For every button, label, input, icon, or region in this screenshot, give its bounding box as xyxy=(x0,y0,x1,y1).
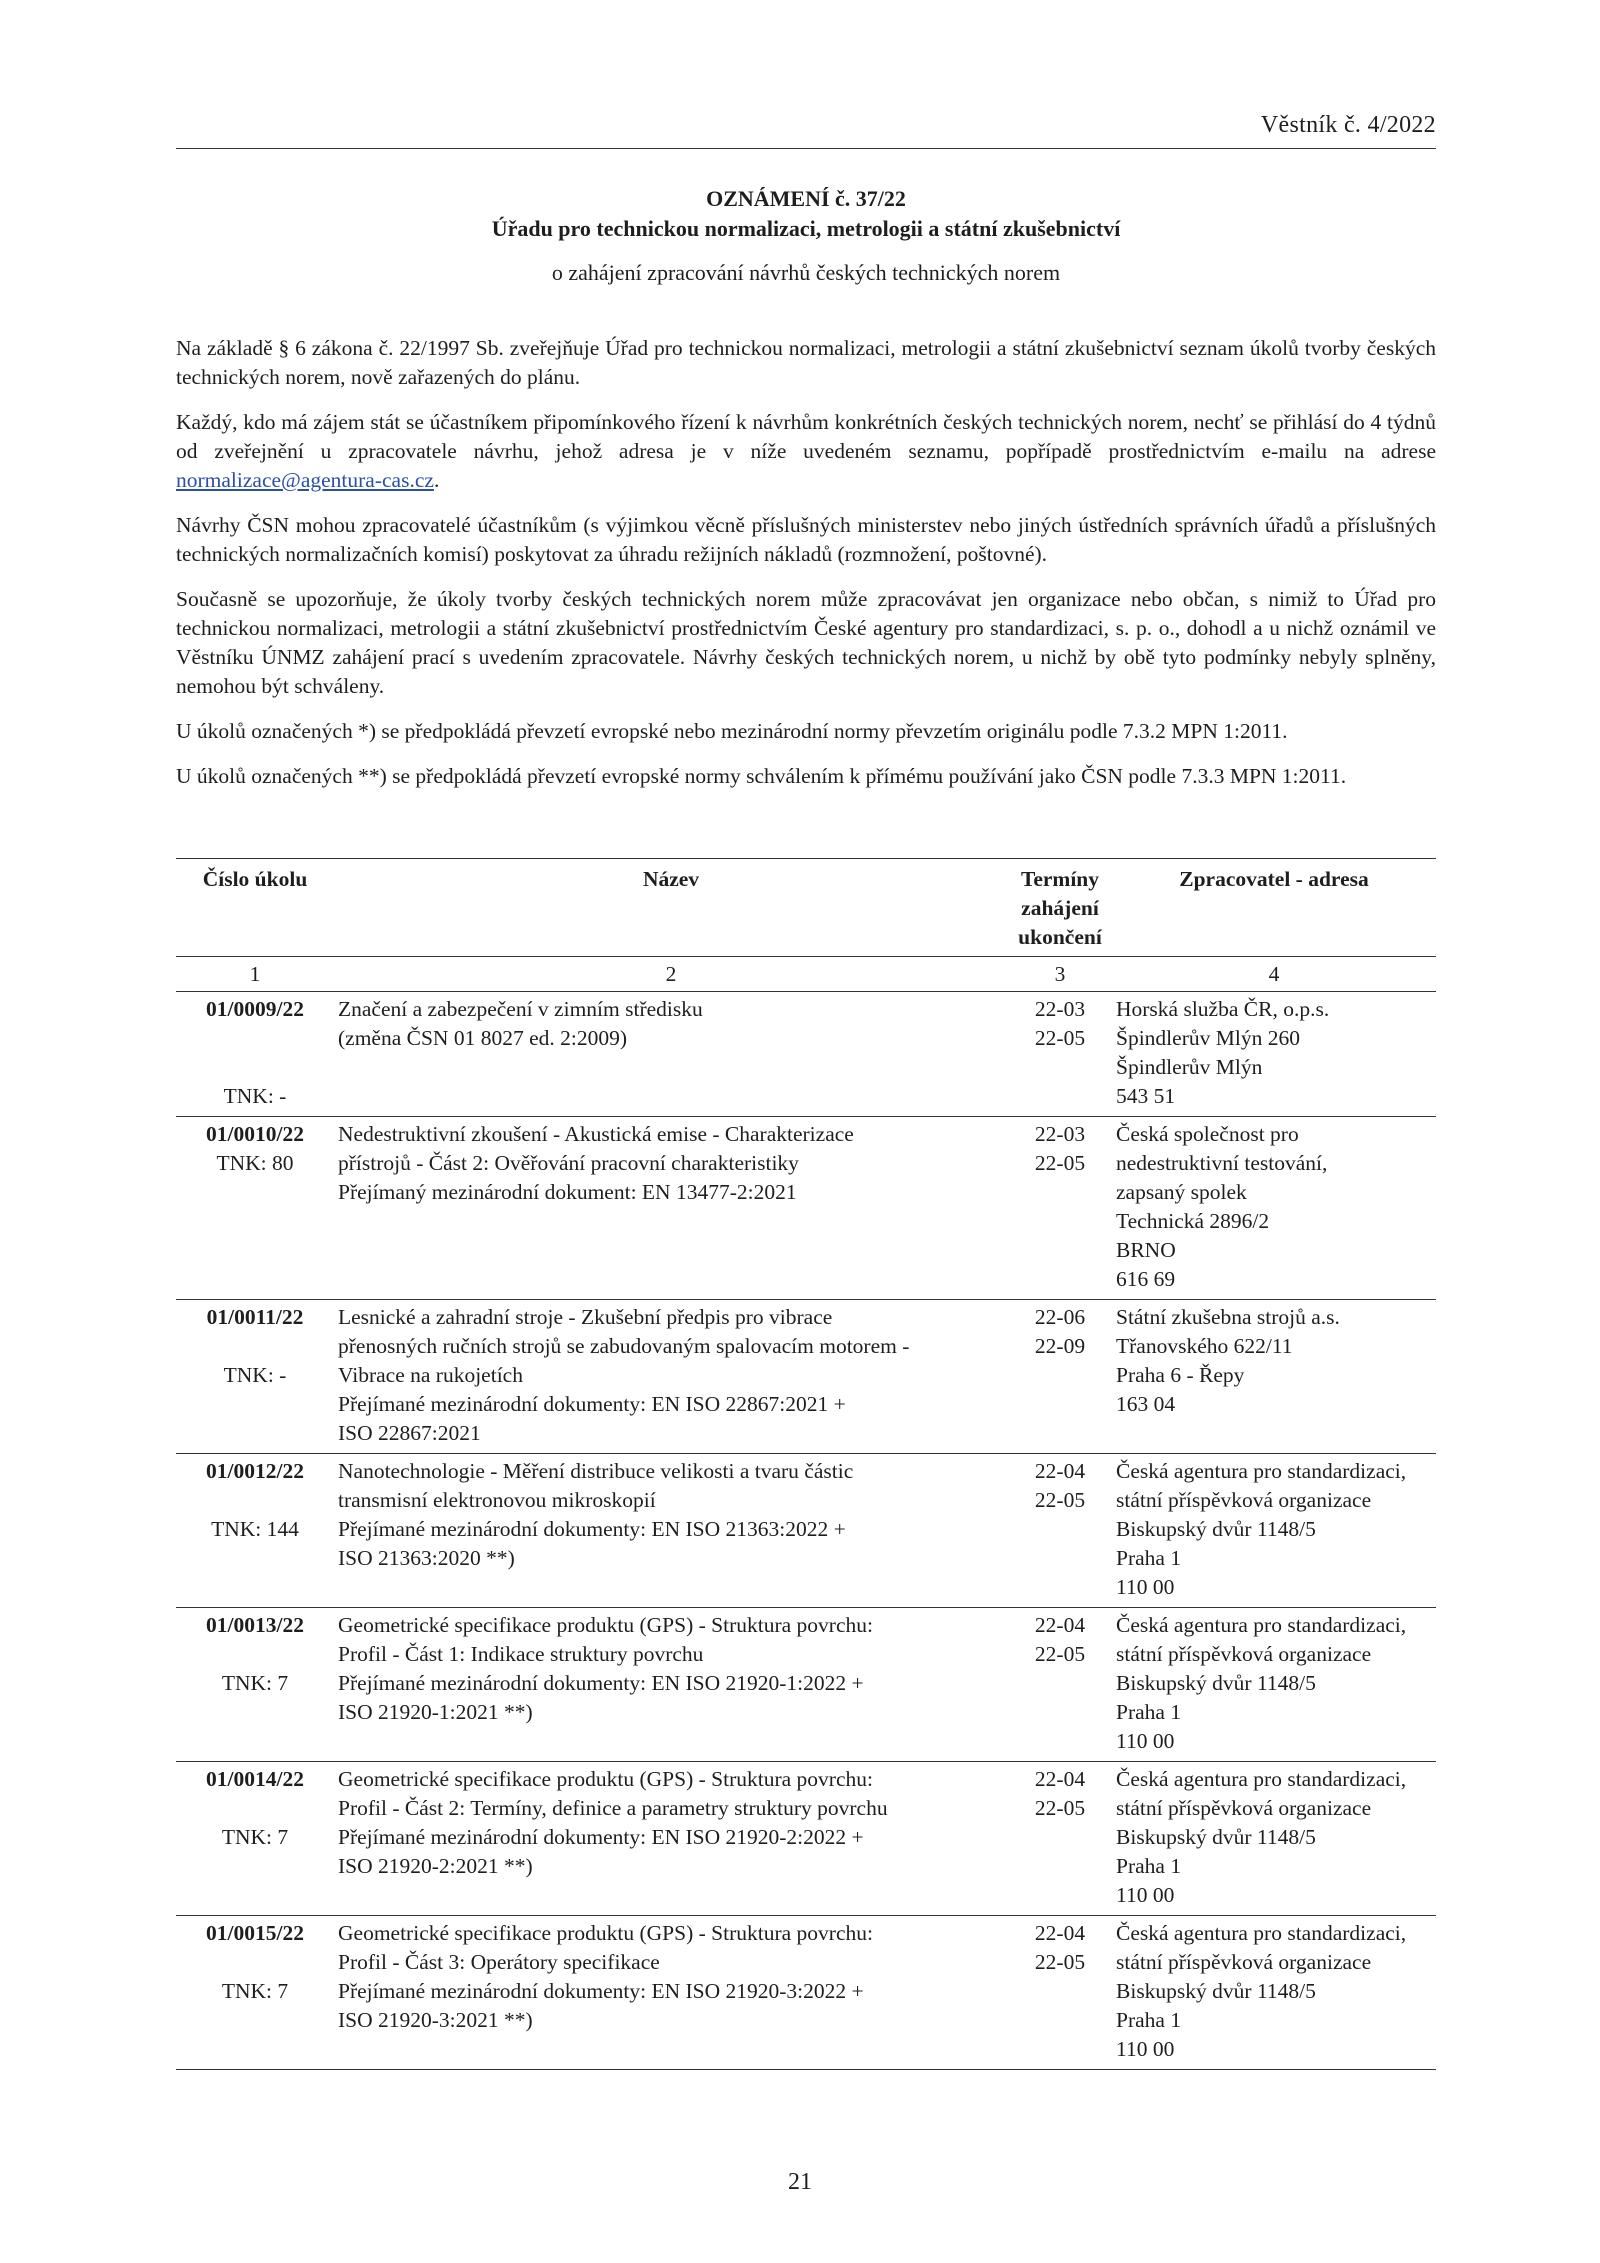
task-cell xyxy=(176,1300,334,1454)
header-terms: Termíny zahájení ukončení xyxy=(1018,867,1102,949)
paragraph-legal-basis: Na základě § 6 zákona č. 22/1997 Sb. zveřejňuje Úřad pro technickou normalizaci, metrologii a státní zkušebnictví seznam úkolů tvorby českých technických norem, nově zařazených do plánu. xyxy=(176,336,1436,389)
task-number: 01/0015/22 xyxy=(206,1921,304,1945)
paragraph-note-single-star: U úkolů označených *) se předpokládá převzetí evropské nebo mezinárodní normy převzetím originálu podle 7.3.2 MPN 1:2011. xyxy=(176,719,1288,743)
table-row xyxy=(176,1762,1436,1916)
task-address: Horská služba ČR, o.p.s. Špindlerův Mlýn 260 Špindlerův Mlýn 543 51 xyxy=(1116,997,1330,1108)
task-number: 01/0013/22 xyxy=(206,1613,304,1637)
table-header-row xyxy=(176,859,1436,957)
task-terms: 22-03 22-05 xyxy=(1034,1122,1086,1175)
task-address: Česká agentura pro standardizaci, státní příspěvková organizace Biskupský dvůr 1148/5 Praha 1 110 00 xyxy=(1116,1613,1407,1753)
task-cell xyxy=(176,1762,334,1916)
paragraph-fees: Návrhy ČSN mohou zpracovatelé účastníkům (s výjimkou věcně příslušných ministerstev nebo jiných ústředních správních úřadů a příslušných technických normalizačních komisí) poskytovat za úhradu režijních nákladů (rozmnožení, poštovné). xyxy=(176,513,1436,566)
journal-header: Věstník č. 4/2022 xyxy=(176,112,1436,149)
announcement-title xyxy=(176,184,1436,288)
task-number: 01/0010/22 xyxy=(206,1122,304,1146)
announcement-number: OZNÁMENÍ č. 37/22 xyxy=(706,186,906,211)
column-number: 3 xyxy=(1054,962,1066,986)
header-task-number: Číslo úkolu xyxy=(202,867,308,891)
task-cell xyxy=(176,1117,334,1300)
task-name: Lesnické a zahradní stroje - Zkušební předpis pro vibrace přenosných ručních strojů se zabudovaným spalovacím motorem - Vibrace na rukojetích Přejímané mezinárodní dokumenty: EN ISO 22867:2021 + ISO 22867:2021 xyxy=(338,1305,910,1445)
tnk-label: TNK: - xyxy=(223,1084,287,1108)
paragraph-note-double-star: U úkolů označených **) se předpokládá převzetí evropské normy schválením k přímému používání jako ČSN podle 7.3.3 MPN 1:2011. xyxy=(176,764,1347,788)
paragraph-participation xyxy=(176,408,1436,495)
task-terms: 22-04 22-05 xyxy=(1034,1459,1086,1512)
task-terms: 22-04 22-05 xyxy=(1034,1613,1086,1666)
task-cell xyxy=(176,992,334,1117)
task-number: 01/0011/22 xyxy=(206,1305,304,1329)
table-row xyxy=(176,1916,1436,2070)
task-address: Česká agentura pro standardizaci, státní příspěvková organizace Biskupský dvůr 1148/5 Praha 1 110 00 xyxy=(1116,1459,1407,1599)
task-number: 01/0012/22 xyxy=(206,1459,304,1483)
task-address: Česká společnost pro nedestruktivní testování, zapsaný spolek Technická 2896/2 BRNO 616 69 xyxy=(1116,1122,1328,1291)
intro-text xyxy=(176,334,1436,807)
tnk-label: TNK: 144 xyxy=(211,1517,299,1541)
announcement-subject: o zahájení zpracování návrhů českých technických norem xyxy=(551,260,1061,285)
column-number: 4 xyxy=(1268,962,1280,986)
task-terms: 22-03 22-05 xyxy=(1034,997,1086,1050)
task-terms: 22-04 22-05 xyxy=(1034,1767,1086,1820)
table-row xyxy=(176,1608,1436,1762)
task-name: Nanotechnologie - Měření distribuce velikosti a tvaru částic transmisní elektronovou mikroskopií Přejímané mezinárodní dokumenty: EN ISO 21363:2022 + ISO 21363:2020 **) xyxy=(338,1459,854,1570)
task-name: Značení a zabezpečení v zimním středisku (změna ČSN 01 8027 ed. 2:2009) xyxy=(338,997,703,1050)
column-number: 2 xyxy=(665,962,677,986)
column-number-row xyxy=(176,957,1436,992)
tasks-table xyxy=(176,858,1436,2070)
task-number: 01/0009/22 xyxy=(206,997,304,1021)
tnk-label: TNK: 80 xyxy=(216,1151,294,1175)
header-name: Název xyxy=(642,867,700,891)
task-terms: 22-04 22-05 xyxy=(1034,1921,1086,1974)
participation-end: . xyxy=(433,468,440,492)
email-link[interactable]: normalizace@agentura-cas.cz xyxy=(176,468,434,492)
header-processor-address: Zpracovatel - adresa xyxy=(1179,867,1369,891)
participation-text: Každý, kdo má zájem stát se účastníkem připomínkového řízení k návrhům konkrétních českých technických norem, nechť se přihlásí do 4 týdnů od zveřejnění u zpracovatele návrhu, jehož adresa je v níže uvedeném seznamu, popřípadě prostřednictvím e-mailu na adrese xyxy=(176,410,1436,463)
task-terms: 22-06 22-09 xyxy=(1034,1305,1086,1358)
task-address: Česká agentura pro standardizaci, státní příspěvková organizace Biskupský dvůr 1148/5 Praha 1 110 00 xyxy=(1116,1767,1407,1907)
tnk-label: TNK: 7 xyxy=(221,1671,289,1695)
task-number: 01/0014/22 xyxy=(206,1767,304,1791)
table-row xyxy=(176,992,1436,1117)
tnk-label: TNK: 7 xyxy=(221,1825,289,1849)
tnk-label: TNK: 7 xyxy=(221,1979,289,2003)
task-address: Státní zkušebna strojů a.s. Třanovského 622/11 Praha 6 - Řepy 163 04 xyxy=(1116,1305,1340,1416)
task-cell xyxy=(176,1454,334,1608)
tnk-label: TNK: - xyxy=(223,1363,287,1387)
task-name: Geometrické specifikace produktu (GPS) - Struktura povrchu: Profil - Část 3: Operátory specifikace Přejímané mezinárodní dokumenty: EN ISO 21920-3:2022 + ISO 21920-3:2021 **) xyxy=(338,1921,873,2032)
column-number: 1 xyxy=(249,962,261,986)
task-name: Nedestruktivní zkoušení - Akustická emise - Charakterizace přístrojů - Část 2: Ověřování pracovní charakteristiky Přejímaný mezinárodní dokument: EN 13477-2:2021 xyxy=(338,1122,854,1204)
task-cell xyxy=(176,1608,334,1762)
table-row xyxy=(176,1117,1436,1300)
task-name: Geometrické specifikace produktu (GPS) - Struktura povrchu: Profil - Část 1: Indikace struktury povrchu Přejímané mezinárodní dokumenty: EN ISO 21920-1:2022 + ISO 21920-1:2021 **) xyxy=(338,1613,873,1724)
task-address: Česká agentura pro standardizaci, státní příspěvková organizace Biskupský dvůr 1148/5 Praha 1 110 00 xyxy=(1116,1921,1407,2061)
task-name: Geometrické specifikace produktu (GPS) - Struktura povrchu: Profil - Část 2: Termíny, definice a parametry struktury povrchu Přejímané mezinárodní dokumenty: EN ISO 21920-2:2022 + ISO 21920-2:2021 **) xyxy=(338,1767,888,1878)
table-row xyxy=(176,1300,1436,1454)
page-number: 21 xyxy=(788,2169,812,2195)
task-cell xyxy=(176,1916,334,2070)
paragraph-notice: Současně se upozorňuje, že úkoly tvorby českých technických norem může zpracovávat jen organizace nebo občan, s nimiž to Úřad pro technickou normalizaci, metrologii a státní zkušebnictví prostřednictvím České agentury pro standardizaci, s. p. o., dohodl a u nichž oznámil ve Věstníku ÚNMZ zahájení prací s uvedením zpracovatele. Návrhy českých technických norem, u nichž by obě tyto podmínky nebyly splněny, nemohou být schváleny. xyxy=(176,587,1436,698)
table-row xyxy=(176,1454,1436,1608)
issuing-office: Úřadu pro technickou normalizaci, metrologii a státní zkušebnictví xyxy=(491,216,1121,241)
